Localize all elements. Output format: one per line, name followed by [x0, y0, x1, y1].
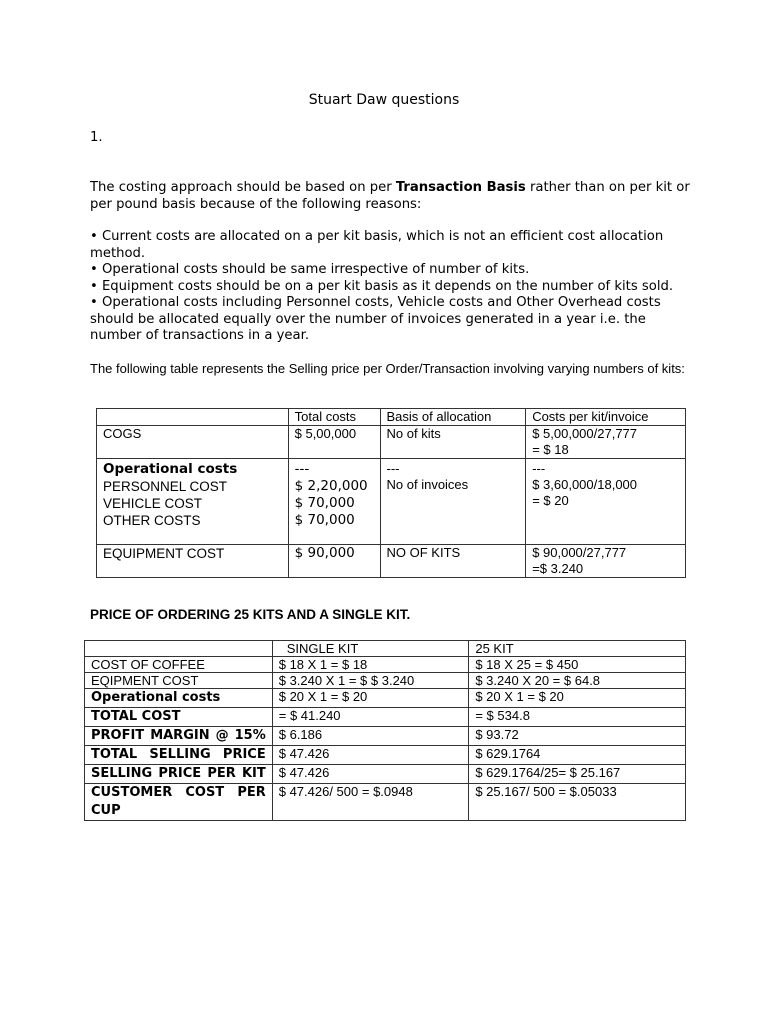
list-item: • Equipment costs should be on a per kit basis as it depends on the number of kits sold.	[90, 278, 674, 294]
table-cell: = $ 41.240	[272, 708, 469, 727]
table-cell: SELLING PRICE PER KIT	[85, 765, 273, 784]
cost-item: EQUIPMENT COST	[103, 546, 225, 561]
question-number: 1.	[90, 130, 103, 145]
cost-allocation-table	[96, 408, 686, 578]
intro-bold-text: Transaction Basis	[395, 180, 526, 195]
table-cell: TOTAL COST	[85, 708, 273, 727]
table-header-cell	[97, 409, 289, 426]
table-cell: = $ 534.8	[469, 708, 686, 727]
intro-text-start: The costing approach should be based on per	[90, 180, 396, 195]
table-cell: CUSTOMER COST PER CUP	[85, 784, 273, 821]
table-row	[85, 708, 686, 727]
list-item: • Current costs are allocated on a per kit basis, which is not an efficient cost allocation method.	[90, 229, 664, 261]
basis-value: No of invoices	[386, 477, 469, 492]
table-cell: $ 47.426/ 500 = $.0948	[272, 784, 469, 821]
cost-item: PERSONNEL COST	[103, 479, 228, 494]
reasons-list	[90, 229, 690, 345]
cost-line: = $ 18	[532, 442, 569, 457]
table-cell: $ 20 X 1 = $ 20	[272, 689, 469, 708]
cost-value: $ 70,000	[294, 512, 355, 528]
cost-line: $ 3,60,000/18,000	[532, 477, 638, 492]
cost-item: VEHICLE COST	[103, 496, 203, 511]
table-cell: $ 47.426	[272, 765, 469, 784]
table-cell: No of kits	[380, 426, 526, 459]
table-cell: $ 18 X 1 = $ 18	[272, 657, 469, 673]
table-row	[85, 784, 686, 821]
table-cell: Operational costs	[85, 689, 273, 708]
table-cell: $ 629.1764/25= $ 25.167	[469, 765, 686, 784]
table-cell: $ 18 X 25 = $ 450	[469, 657, 686, 673]
table-cell	[97, 459, 289, 545]
table-row	[97, 459, 686, 545]
cost-line: $ 5,00,000/27,777	[532, 426, 638, 441]
table-cell: $ 629.1764	[469, 746, 686, 765]
table-cell	[288, 459, 380, 545]
table-cell	[380, 459, 526, 545]
table-header-cell: Costs per kit/invoice	[526, 409, 686, 426]
table-cell	[526, 459, 686, 545]
table-header-cell: Basis of allocation	[380, 409, 526, 426]
table-cell: COGS	[97, 426, 289, 459]
table-cell: $ 93.72	[469, 727, 686, 746]
table-header-cell: SINGLE KIT	[272, 641, 469, 657]
table-cell	[526, 426, 686, 459]
table-intro: The following table represents the Selling price per Order/Transaction involving varying numbers of kits:	[90, 361, 685, 376]
table-row	[85, 746, 686, 765]
basis-value: ---	[386, 461, 400, 476]
table-cell	[526, 545, 686, 578]
table-cell: $ 3.240 X 20 = $ 64.8	[469, 673, 686, 689]
table-row	[97, 545, 686, 578]
cost-line: = $ 20	[532, 493, 569, 508]
cost-value: $ 70,000	[294, 495, 355, 511]
table-header-cell	[85, 641, 273, 657]
table-cell: COST OF COFFEE	[85, 657, 273, 673]
table-row	[85, 673, 686, 689]
table-row	[85, 765, 686, 784]
intro-paragraph	[90, 180, 690, 213]
table-header-cell: 25 KIT	[469, 641, 686, 657]
cost-value: $ 2,20,000	[294, 478, 368, 494]
section-heading: PRICE OF ORDERING 25 KITS AND A SINGLE KIT.	[90, 607, 411, 622]
table-cell: NO OF KITS	[380, 545, 526, 578]
operational-heading: Operational costs	[103, 461, 238, 477]
table-cell: $ 6.186	[272, 727, 469, 746]
table-cell: $ 5,00,000	[288, 426, 380, 459]
table-cell: TOTAL SELLING PRICE	[85, 746, 273, 765]
table-cell: PROFIT MARGIN @ 15%	[85, 727, 273, 746]
cost-item: OTHER COSTS	[103, 513, 201, 528]
table-row	[85, 689, 686, 708]
table-cell	[97, 545, 289, 578]
document-title: Stuart Daw questions	[308, 92, 460, 108]
cost-line: $ 90,000/27,777	[532, 545, 627, 560]
pricing-table	[84, 640, 686, 821]
cost-line: ---	[532, 461, 546, 476]
table-row	[97, 409, 686, 426]
intro-text-end: rather than on per kit or per pound basis because of the following reasons:	[90, 180, 690, 212]
table-cell: $ 47.426	[272, 746, 469, 765]
list-item: • Operational costs including Personnel costs, Vehicle costs and Other Overhead costs should be allocated equally over the number of invoices generated in a year i.e. the number of transactions in a year.	[90, 295, 661, 343]
table-row	[97, 426, 686, 459]
table-cell: $ 25.167/ 500 = $.05033	[469, 784, 686, 821]
list-item: • Operational costs should be same irrespective of number of kits.	[90, 262, 530, 277]
table-row	[85, 641, 686, 657]
table-cell: $ 3.240 X 1 = $ $ 3.240	[272, 673, 469, 689]
cost-value: ---	[294, 461, 310, 477]
table-cell: EQIPMENT COST	[85, 673, 273, 689]
table-cell: $ 90,000	[288, 545, 380, 578]
table-row	[85, 727, 686, 746]
table-row	[85, 657, 686, 673]
table-header-cell: Total costs	[288, 409, 380, 426]
cost-line: =$ 3.240	[532, 561, 584, 576]
table-cell: $ 20 X 1 = $ 20	[469, 689, 686, 708]
